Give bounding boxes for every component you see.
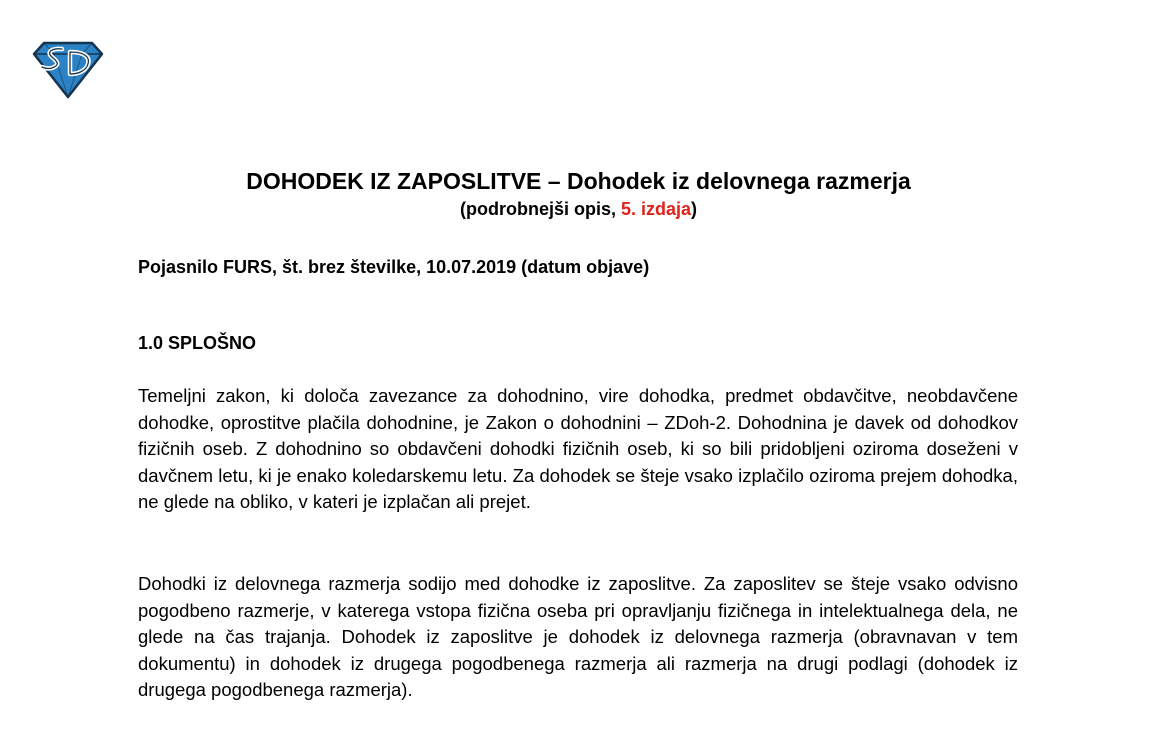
subtitle-suffix: ) (691, 199, 698, 219)
body-paragraph: Temeljni zakon, ki določa zavezance za dohodnino, vire dohodka, predmet obdavčitve, neobdavčene dohodke, oprostitve plačila dohodnine, je Zakon o dohodnini – ZDoh-2. Dohodnina je davek od dohodkov fizičnih oseb. Z dohodnino so obdavčeni dohodki fizičnih oseb, ki so bili pridobljeni oziroma doseženi v davčnem letu, ki je enako koledarskemu letu. Za dohodek se šteje vsako izplačilo oziroma prejem dohodka, ne glede na obliko, v kateri je izplačan ali prejet. (138, 385, 1018, 513)
document-title: DOHODEK IZ ZAPOSLITVE – Dohodek iz delovnega razmerja (246, 168, 911, 194)
subtitle-prefix: (podrobnejši opis, (459, 199, 621, 219)
document-reference: Pojasnilo FURS, št. brez številke, 10.07.2019 (datum objave) (138, 257, 650, 277)
edition-label: 5. izdaja (620, 199, 692, 219)
document-subtitle (0, 197, 1157, 221)
sd-diamond-logo-icon (30, 40, 106, 100)
section-heading: 1.0 SPLOŠNO (138, 333, 257, 353)
body-paragraph: Dohodki iz delovnega razmerja sodijo med dohodke iz zaposlitve. Za zaposlitev se šteje vsako odvisno pogodbeno razmerje, v katerega vstopa fizična oseba pri opravljanju fizičnega in intelektualnega dela, ne glede na čas trajanja. Dohodek iz zaposlitve je dohodek iz delovnega razmerja (obravnavan v tem dokumentu) in dohodek iz drugega pogodbenega razmerja ali razmerja na drugi podlagi (dohodek iz drugega pogodbenega razmerja). (138, 573, 1018, 701)
